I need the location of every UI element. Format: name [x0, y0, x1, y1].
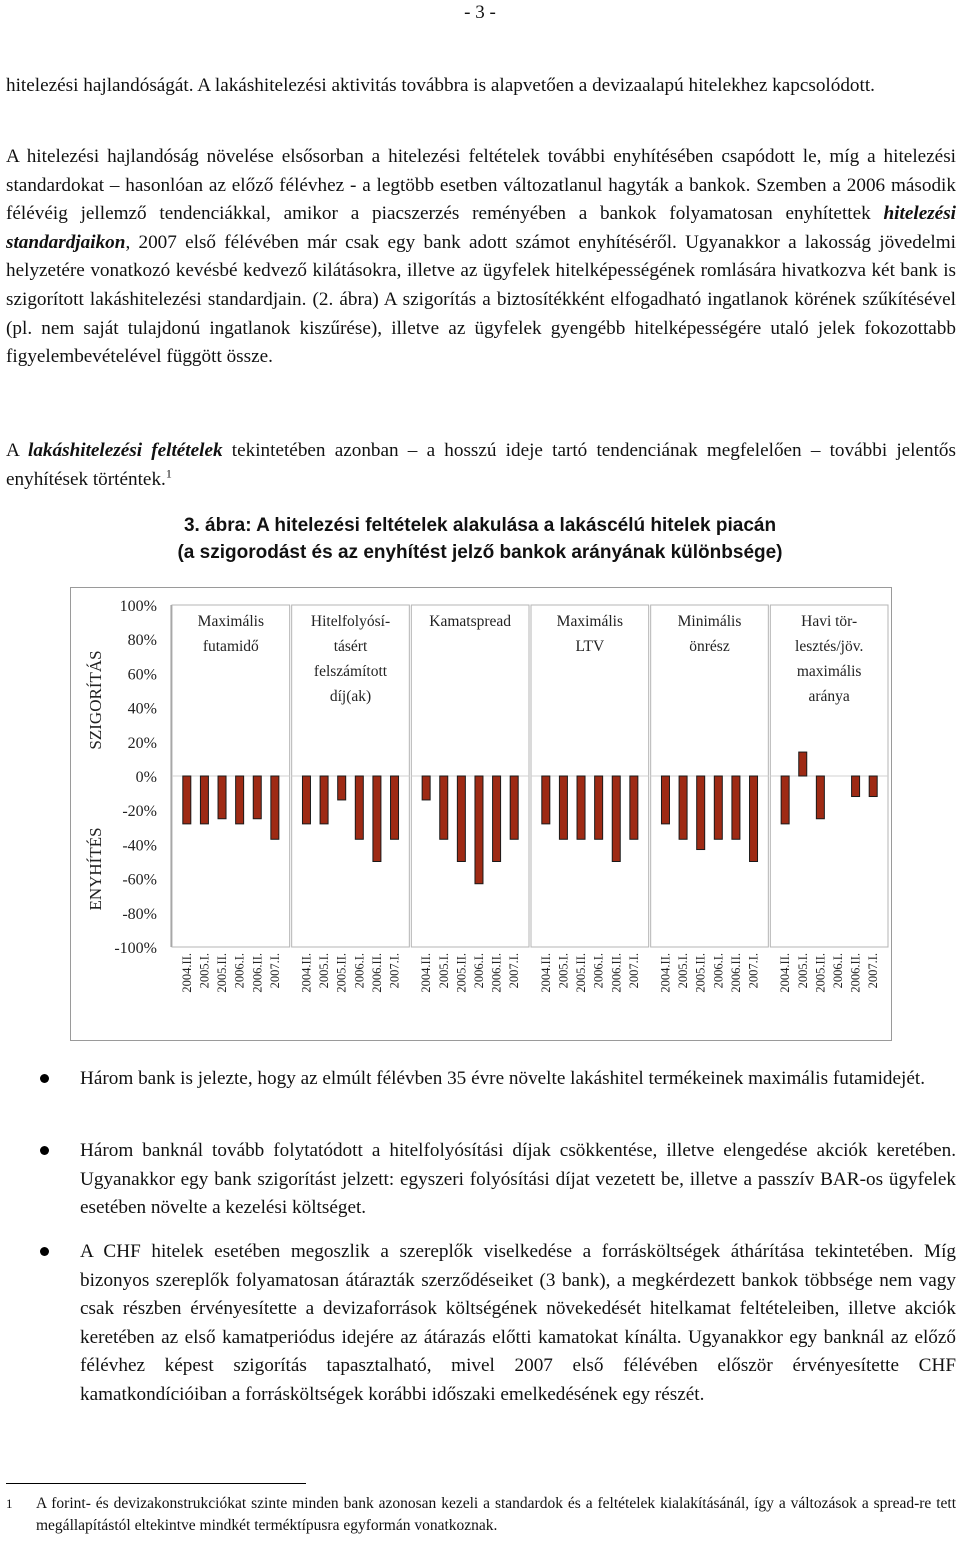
x-tick-label: 2007.I. [387, 953, 402, 989]
bar [697, 776, 705, 850]
bar [781, 776, 789, 824]
footnote-text: A forint- és devizakonstrukciókat szinte minden bank azonosan kezeli a standardok és a feltételek kialakításánál, így a változások a spread-re tett megállapítástól eltekintve mindkét terméktípusra egyformán vonatkoznak. [36, 1495, 956, 1534]
group-label: Kamatspread [429, 613, 512, 630]
page-number: - 3 - [464, 2, 496, 23]
bar [218, 776, 226, 819]
x-tick-label: 2004.II. [658, 953, 673, 993]
group-label: tásért [333, 638, 368, 655]
bar [440, 776, 448, 839]
group-label: díj(ak) [329, 688, 372, 705]
bar [475, 776, 483, 884]
paragraph-text: Szemben a 2006 második félévéig jellemző tendenciákkal, amikor a piacszerzés reményében a bankok folyamatosan enyhítettek [6, 174, 956, 225]
bar [577, 776, 585, 839]
bar [320, 776, 328, 824]
bar [183, 776, 191, 824]
bar [391, 776, 399, 839]
x-tick-label: 2005.II. [334, 953, 349, 993]
x-tick-label: 2007.I. [746, 953, 761, 989]
x-tick-label: 2004.II. [419, 953, 434, 993]
bar [661, 776, 669, 824]
x-tick-label: 2006.II. [369, 953, 384, 993]
y-tick-label: -100% [114, 940, 157, 957]
bar [595, 776, 603, 839]
x-tick-label: 2006.II. [489, 953, 504, 993]
x-tick-label: 2004.II. [299, 953, 314, 993]
bar [355, 776, 363, 839]
paragraph-lending-willingness [6, 143, 956, 372]
bar [510, 776, 518, 839]
bar [612, 776, 620, 862]
x-tick-label: 2006.II. [609, 953, 624, 993]
group-label: Minimális [677, 613, 742, 630]
y-tick-label: 80% [127, 632, 157, 650]
y-tick-label: 40% [127, 700, 157, 718]
x-tick-label: 2006.I. [232, 953, 247, 989]
x-tick-label: 2005.I. [317, 953, 332, 989]
footnote-divider [6, 1483, 306, 1484]
y-tick-label: 20% [127, 734, 157, 752]
y-tick-label: -80% [122, 905, 157, 923]
bar [630, 776, 638, 839]
bar-chart [71, 588, 891, 1040]
bar [816, 776, 824, 819]
x-tick-label: 2006.II. [728, 953, 743, 993]
emphasis-conditions: lakáshitelezési feltételek [27, 440, 223, 461]
bar [714, 776, 722, 839]
y-axis-label-bottom: ENYHÍTÉS [86, 827, 105, 911]
x-tick-label: 2005.II. [215, 953, 230, 993]
bar [679, 776, 687, 839]
paragraph-text: A hitelezési hajlandóság növelése elsősorban a hitelezési feltételek további enyhítésében csapódott le, míg a hitelezési standardokat – hasonlóan az előző félévhez - a legtöbb esetben változatlanul hagyták a bankok. [6, 146, 956, 196]
group-label: felszámított [313, 663, 388, 680]
x-tick-label: 2006.I. [711, 953, 726, 989]
x-tick-label: 2007.I. [507, 953, 522, 989]
x-tick-label: 2005.I. [197, 953, 212, 989]
emphasis-standards: hitelezési standardjaikon [6, 203, 956, 253]
bullet-icon [40, 1074, 49, 1083]
bar [732, 776, 740, 839]
paragraph-text: , 2007 első félévében már csak egy bank adott számot enyhítéséről. Ugyanakkor a lakosság jövedelmi helyzetére vonatkozó kevésbé kedvező kilátásokra, illetve az ügyfelek hitelképességének romlására hivatkozva két bank is szigorított lakáshitelezési standardjain. (2. ábra) A szigorítás a biztosítékként elfogadható ingatlanok körének szűkítésével (pl. nem saját tulajdonú ingatlanok kiszűrése), illetve az ügyfelek gyengébb hitelképességére utaló jelek fokozottabb figyelembevételével függött össze. [6, 231, 956, 368]
bar [457, 776, 465, 862]
bar [422, 776, 430, 800]
paragraph-text: tekintetében azonban – a hosszú ideje tartó tendenciának megfelelően – további jelentős enyhítések történtek. [6, 440, 956, 490]
bar [271, 776, 279, 839]
group-label: Hitelfolyósí- [310, 613, 391, 630]
x-tick-label: 2004.II. [179, 953, 194, 993]
group-label: maximális [796, 663, 862, 680]
paragraph-text: A [6, 440, 28, 461]
x-tick-label: 2006.I. [352, 953, 367, 989]
x-tick-label: 2007.I. [626, 953, 641, 989]
footnote-reference[interactable]: 1 [165, 466, 172, 481]
figure-title: 3. ábra: A hitelezési feltételek alakulása a lakáscélú hitelek piacán [183, 515, 777, 536]
x-tick-label: 2007.I. [866, 953, 881, 989]
group-label: aránya [808, 688, 850, 705]
bar [559, 776, 567, 839]
bar [493, 776, 501, 862]
bullet-icon [40, 1146, 49, 1155]
list-item: Három bank is jelezte, hogy az elmúlt félévben 35 évre növelte lakáshitel termékeinek maximális futamidejét. [80, 1068, 926, 1089]
x-tick-label: 2006.II. [848, 953, 863, 993]
footnote-mark: 1 [6, 1496, 13, 1511]
group-label: Maximális [556, 613, 623, 630]
bar [236, 776, 244, 824]
x-tick-label: 2005.I. [436, 953, 451, 989]
bar [253, 776, 261, 819]
bar [799, 752, 807, 776]
x-tick-label: 2004.II. [538, 953, 553, 993]
y-tick-label: -40% [122, 837, 157, 855]
group-label: LTV [575, 638, 605, 655]
list-item: Három banknál tovább folytatódott a hitelfolyósítási díjak csökkentése, illetve elengedése akciók keretében. Ugyanakkor egy bank szigorítást jelzett: egyszeri folyósítási díjat vezetett be, illetve a passzív BAR-os ügyfelek esetében növelte a kezelési költséget. [80, 1140, 956, 1219]
group-label: lesztés/jöv. [795, 638, 864, 655]
chart-container [70, 587, 892, 1041]
y-tick-label: -20% [122, 803, 157, 821]
bullet-icon [40, 1247, 49, 1256]
paragraph-conditions [6, 437, 956, 494]
list-item: A CHF hitelek esetében megoszlik a szereplők viselkedése a forrásköltségek áthárítása tekintetében. Míg bizonyos szereplők folyamatosan átárazták szerződéseiket (3 bank), a megkérdezett bankok többsége nem vagy csak részben érvényesítette a devizaforrások költségének növekedését hitelkamat feltételeiben, illetve akciók keretében az első kamatperiódus idejére az átárazás előtti kamatokat kínálta. Ugyanakkor egy banknál az előző félévhez képest szigorítás tapasztalható, mivel 2007 első félévében először érvényesítette CHF kamatkondícióiban a forrásköltségek korábbi időszaki emelkedésének egy részét. [80, 1241, 956, 1405]
group-label: önrész [689, 638, 730, 655]
x-tick-label: 2005.I. [556, 953, 571, 989]
group-label: Maximális [197, 613, 264, 630]
x-tick-label: 2005.II. [454, 953, 469, 993]
bar [542, 776, 550, 824]
x-tick-label: 2005.II. [693, 953, 708, 993]
y-tick-label: 0% [135, 769, 157, 786]
x-tick-label: 2006.II. [250, 953, 265, 993]
paragraph-intro: hitelezési hajlandóságát. A lakáshitelezési aktivitás továbbra is alapvetően a devizaalapú hitelekhez kapcsolódott. [6, 75, 875, 96]
y-tick-label: 60% [127, 666, 157, 684]
x-tick-label: 2005.I. [676, 953, 691, 989]
figure-subtitle: (a szigorodást és az enyhítést jelző bankok arányának különbsége) [177, 542, 783, 563]
x-tick-label: 2006.I. [830, 953, 845, 989]
x-tick-label: 2005.I. [795, 953, 810, 989]
bar [750, 776, 758, 862]
x-tick-label: 2004.II. [778, 953, 793, 993]
y-axis-label-top: SZIGORÍTÁS [86, 650, 105, 750]
y-tick-label: -60% [122, 871, 157, 889]
group-label: Havi tör- [801, 613, 858, 630]
x-tick-label: 2006.I. [591, 953, 606, 989]
bar [338, 776, 346, 800]
bar [373, 776, 381, 862]
x-tick-label: 2005.II. [813, 953, 828, 993]
bar [302, 776, 310, 824]
x-tick-label: 2006.I. [471, 953, 486, 989]
bar [200, 776, 208, 824]
group-label: futamidő [202, 638, 259, 655]
bar [852, 776, 860, 797]
x-tick-label: 2007.I. [267, 953, 282, 989]
y-tick-label: 100% [119, 598, 157, 615]
x-tick-label: 2005.II. [574, 953, 589, 993]
bar [869, 776, 877, 797]
